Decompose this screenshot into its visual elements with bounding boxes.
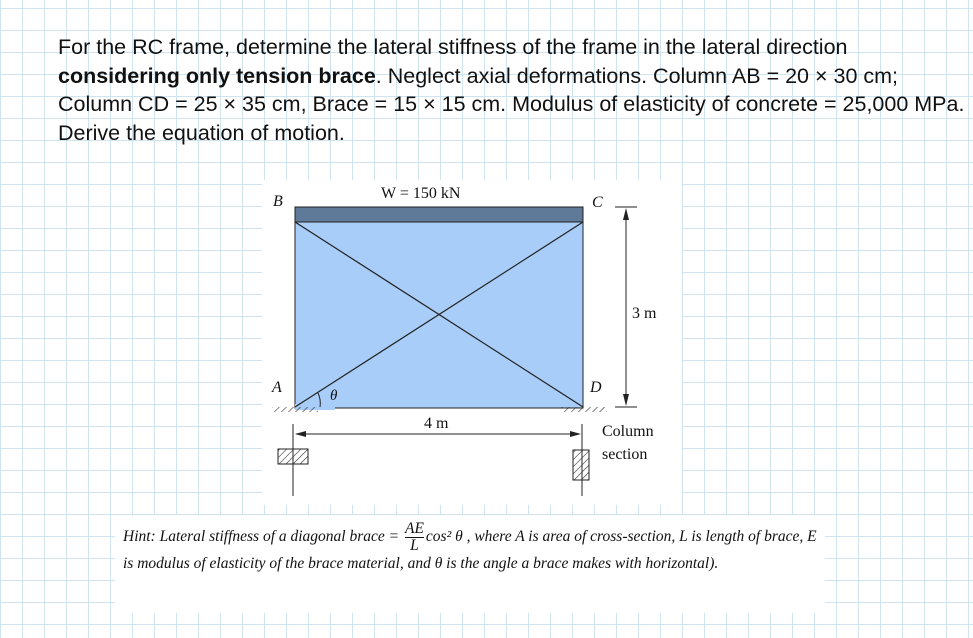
- frame-diagram: [262, 180, 682, 505]
- question-text: [58, 33, 968, 147]
- width-label: 4 m: [424, 415, 449, 432]
- question-part: . Neglect axial deformations. Column AB = 20 × 30 cm; Column CD = 25 × 35 cm, Brace = 15 × 15 cm. Modulus of elasticity of concrete = 25,000 MPa. Derive the equation of motion.: [58, 63, 965, 145]
- label-d: D: [590, 379, 602, 396]
- column-section-ab: [278, 449, 308, 464]
- label-c: C: [592, 194, 603, 211]
- support-a: [272, 407, 318, 412]
- hint-text: cos² θ , where A is area of cross-section, L is length of brace, E is modulus of elasticity of the brace material, and θ is the angle a brace makes with horizontal).: [123, 528, 817, 572]
- column-section-label: section: [602, 446, 648, 463]
- numerator: AE: [404, 520, 424, 537]
- denominator: L: [410, 537, 419, 554]
- height-label: 3 m: [632, 305, 657, 322]
- label-b: B: [273, 193, 283, 210]
- column-section-cd: [573, 450, 589, 480]
- question-emphasis: considering only tension brace: [58, 63, 376, 88]
- hint-text: Hint: Lateral stiffness of a diagonal brace =: [123, 528, 400, 546]
- label-theta: θ: [330, 388, 338, 404]
- label-a: A: [272, 379, 282, 396]
- support-d: [561, 407, 607, 412]
- question-part: For the RC frame, determine the lateral stiffness of the frame in the lateral direction: [58, 35, 848, 59]
- hint-box: [115, 515, 825, 613]
- beam: [295, 207, 583, 222]
- formula-fraction: [405, 521, 424, 554]
- load-label: W = 150 kN: [381, 185, 461, 202]
- column-section-label: Column: [602, 423, 654, 440]
